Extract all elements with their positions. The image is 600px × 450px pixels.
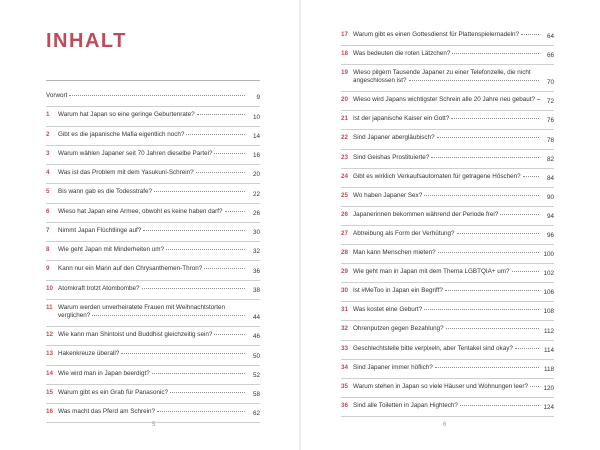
chapter-title-line: Wo haben Japaner Sex? [353,191,423,199]
dot-leader [431,156,539,158]
dot-leader [521,33,539,35]
toc-entry[interactable] [341,150,554,169]
dot-leader [225,210,245,212]
chapter-title-line: Wieso pilgern Tausende Japaner zu einer Telefonzelle, die nicht [353,69,531,77]
toc-entry[interactable] [341,245,554,264]
chapter-title [58,188,245,196]
chapter-page-number: 106 [543,289,554,297]
chapter-title [353,134,539,142]
chapter-title [58,150,245,158]
chapter-title-line: Ohrenputzen gegen Bezahlung? [353,325,444,333]
chapter-title [353,154,539,162]
chapter-number: 26 [341,210,349,218]
dot-leader [196,171,245,173]
dot-leader [152,372,245,374]
chapter-title-line: Ist der japanische Kaiser ein Gott? [353,115,450,123]
chapter-page-number: 9 [256,94,260,102]
chapter-title [58,304,245,320]
toc-entry[interactable] [341,360,554,379]
dot-leader [214,333,245,335]
toc-entry[interactable] [46,127,260,146]
right-page [301,0,600,450]
chapter-page-number: 70 [546,79,554,87]
chapter-page-number: 44 [252,314,260,321]
chapter-title [58,350,245,358]
chapter-title [353,69,539,85]
chapter-page-number: 22 [252,190,260,198]
toc-entry[interactable] [341,46,554,65]
chapter-title-line: Gibt es wirklich Verkaufsautomaten für getragene Höschen? [353,172,521,180]
chapter-number: 19 [341,69,349,77]
toc-entry[interactable] [46,327,260,346]
chapter-number: 29 [341,268,349,276]
toc-entry[interactable] [46,261,260,280]
dot-leader [452,52,539,54]
chapter-title [353,115,539,123]
chapter-title-line: Kann nur ein Mann auf den Chrysanthemen-Thron? [58,265,203,273]
chapter-title-line: Wie kann man Shintoist und Buddhist gleichzeitig sein? [58,331,213,338]
chapter-page-number: 78 [546,136,554,144]
toc-entry[interactable] [46,404,260,423]
chapter-page-number: 36 [252,267,260,275]
chapter-page-number: 38 [252,286,260,294]
dot-leader [166,248,245,250]
chapter-title-line: Man kann Menschen mieten? [353,249,436,257]
chapter-page-number: 64 [546,33,554,41]
chapter-number: 14 [46,369,54,377]
dot-leader [204,267,245,269]
chapter-title-line: Warum gibt es einen Gottesdienst für Plattenspielernadeln? [353,31,520,38]
chapter-page-number: 124 [543,403,554,411]
chapter-title [353,211,539,219]
chapter-page-number: 32 [252,248,260,256]
chapter-page-number: 30 [252,229,260,236]
chapter-page-number: 96 [546,232,554,240]
toc-entry[interactable] [341,130,554,149]
chapter-number: 32 [341,325,349,333]
chapter-number: 8 [46,246,50,253]
chapter-number: 4 [46,169,50,176]
chapter-number: 22 [341,134,349,142]
dot-leader [424,194,539,196]
chapter-title-line: Wie wird man in Japan beerdigt? [58,369,150,377]
chapter-title [58,265,245,273]
chapter-page-number: 16 [252,152,260,159]
toc-entry[interactable] [46,184,260,203]
chapter-title-line: Atomkraft trotzt Atombombe? [58,284,140,292]
dot-leader [143,229,245,231]
toc-entry[interactable] [46,107,260,126]
chapter-title [58,389,245,397]
chapter-title [58,227,245,235]
toc-entry[interactable] [341,341,554,360]
chapter-title [58,111,245,119]
chapter-number: 31 [341,306,349,314]
chapter-title-line: Ist #MeToo in Japan ein Begriff? [353,287,443,295]
chapter-number: 3 [46,149,50,157]
chapter-page-number: 58 [252,391,260,398]
chapter-number: 5 [46,188,50,196]
chapter-page-number: 94 [546,212,554,220]
chapter-number: 7 [46,226,50,234]
toc-entry[interactable] [341,264,554,283]
dot-leader [170,391,245,393]
chapter-title-line: Sind Japaner immer höflich? [353,363,433,371]
chapter-title [353,402,539,410]
toc-list-left [46,88,260,423]
dot-leader [154,190,245,192]
chapter-page-number: 26 [252,209,260,217]
toc-entry[interactable] [46,300,260,327]
dot-leader [457,232,539,234]
chapter-title-line: Gibt es die japanische Mafia eigentlich noch? [58,130,185,138]
chapter-title [58,370,245,378]
chapter-title-line: Was bedeuten die roten Lätzchen? [353,50,451,58]
chapter-title [58,285,245,293]
chapter-number: 28 [341,249,349,257]
chapter-title-line: Abtreibung als Form der Verhütung? [353,229,455,237]
toc-list-right [341,27,554,417]
chapter-title-line: Warum stehen in Japan so viele Häuser und Wohnungen leer? [353,382,529,390]
chapter-title [58,131,245,139]
toc-entry[interactable] [341,207,554,226]
chapter-title-line: Was kostet eine Geburt? [353,306,423,314]
title-rule [46,80,260,81]
dot-leader [512,270,540,272]
toc-entry[interactable] [46,366,260,385]
page-number-left: 5 [152,422,156,428]
chapter-title [353,364,539,372]
chapter-title-line: Japanerinnen bekommen während der Periode frei? [353,210,499,218]
chapter-page-number: 72 [546,98,554,106]
chapter-title [353,173,539,181]
chapter-title [58,169,245,177]
toc-entry[interactable] [46,385,260,404]
chapter-title-line: Geschlechtsteile bitte verpixeln, aber Tentakel sind okay? [353,344,513,352]
chapter-number: 24 [341,172,349,180]
toc-entry[interactable] [341,27,554,46]
chapter-page-number: 46 [252,333,260,341]
dot-leader [435,366,539,368]
toc-entry[interactable] [46,204,260,223]
toc-entry[interactable] [341,65,554,92]
toc-entry[interactable] [341,283,554,302]
chapter-page-number: 50 [252,352,260,360]
chapter-title [353,306,539,314]
chapter-page-number: 14 [252,132,260,140]
chapter-page-number: 120 [543,384,554,392]
chapter-page-number: 118 [543,365,554,373]
page-number-right: 6 [443,422,447,428]
chapter-number: 20 [341,96,349,104]
chapter-title [353,230,539,238]
dot-leader [437,136,539,138]
chapter-number: 21 [341,115,349,123]
chapter-number: 27 [341,229,349,237]
toc-entry[interactable] [341,321,554,340]
toc-entry[interactable] [341,398,554,417]
dot-leader [409,79,539,81]
chapter-page-number: 82 [546,155,554,163]
dot-leader [438,251,539,253]
chapter-page-number: 112 [543,327,554,335]
chapter-title-line: angeschlossen ist? [353,77,407,85]
chapter-number: 12 [46,331,54,338]
chapter-title-line: Was macht das Pferd am Schrein? [58,408,156,415]
chapter-number: 16 [46,408,54,415]
toc-entry[interactable] [46,88,260,107]
toc-entry[interactable] [341,302,554,321]
chapter-title-line: Hakenkreuze überall? [58,350,120,358]
chapter-title [58,408,245,416]
chapter-number: 23 [341,153,349,161]
chapter-number: 1 [46,111,50,119]
toc-entry[interactable] [46,346,260,365]
chapter-page-number: 84 [546,174,554,182]
toc-entry[interactable] [341,111,554,130]
dot-leader [523,175,539,177]
dot-leader [142,287,245,289]
chapter-page-number: 114 [543,346,554,354]
chapter-number: 25 [341,191,349,199]
dot-leader [186,133,245,135]
dot-leader [537,98,539,100]
chapter-title [58,208,245,216]
chapter-title-line: Warum hat Japan so eine geringe Geburtenrate? [58,111,195,119]
chapter-page-number: 76 [546,117,554,125]
dot-leader [69,94,245,96]
chapter-title-line: Wie geht man in Japan mit dem Thema LGBTQIA+ um? [353,268,510,276]
chapter-title [353,31,539,39]
chapter-number: 11 [46,303,53,311]
chapter-title-line: Wieso wird Japans wichtigster Schrein alle 20 Jahre neu gebaut? [353,96,536,104]
chapter-number: 18 [341,50,349,58]
chapter-page-number: 108 [543,308,554,316]
chapter-title [353,287,539,295]
chapter-title [46,92,245,100]
chapter-title [353,96,539,104]
chapter-title [353,345,539,353]
chapter-title-line: Sind Geishas Prostituierte? [353,153,430,161]
chapter-title-line: Wie geht Japan mit Minderheiten um? [58,246,165,253]
dot-leader [157,410,245,412]
chapter-page-number: 52 [252,371,260,379]
chapter-number: 10 [46,284,54,292]
chapter-page-number: 66 [546,52,554,60]
dot-leader [197,113,245,115]
dot-leader [451,117,539,119]
toc-entry[interactable] [46,165,260,184]
chapter-page-number: 100 [543,251,554,259]
page-title: INHALT [46,30,127,52]
chapter-title-line: Nimmt Japan Flüchtlinge auf? [58,226,142,234]
chapter-title [58,331,245,339]
toc-entry[interactable] [341,188,554,207]
toc-entry[interactable] [46,281,260,300]
dot-leader [121,352,245,354]
chapter-title-line: Warum wählen Japaner seit 70 Jahren dieselbe Partei? [58,149,213,157]
chapter-title-line: Vorwort [46,92,68,99]
chapter-title-line: Warum werden unverheiratete Frauen mit Weihnachtstorten [58,303,225,311]
toc-entry[interactable] [46,223,260,242]
dot-leader [446,327,539,329]
dot-leader [530,385,539,387]
chapter-number: 35 [341,382,349,390]
chapter-page-number: 10 [252,113,260,121]
chapter-title [353,325,539,333]
chapter-page-number: 20 [252,171,260,179]
chapter-title [58,246,245,254]
chapter-number: 2 [46,130,50,138]
chapter-number: 6 [46,207,50,215]
dot-leader [445,289,539,291]
chapter-title-line: Wieso hat Japan eine Armee, obwohl es keine haben darf? [58,207,223,215]
chapter-title-line: Sind Japaner abergläubisch? [353,134,435,142]
chapter-title [353,50,539,58]
toc-entry[interactable] [341,92,554,111]
chapter-number: 13 [46,350,54,358]
toc-entry[interactable] [46,146,260,165]
chapter-number: 34 [341,363,349,371]
chapter-page-number: 102 [543,270,554,278]
dot-leader [515,347,539,349]
chapter-number: 9 [46,265,50,273]
chapter-page-number: 90 [546,193,554,201]
toc-entry[interactable] [46,242,260,261]
chapter-number: 15 [46,388,54,396]
toc-entry[interactable] [341,226,554,245]
chapter-number: 36 [341,401,349,409]
chapter-title-line: Sind alle Toiletten in Japan Hightech? [353,401,458,409]
chapter-number: 33 [341,344,349,352]
chapter-number: 30 [341,287,349,295]
chapter-number: 17 [341,31,349,38]
chapter-title-line: verglichen? [58,311,91,319]
chapter-title [353,192,539,200]
toc-entry[interactable] [341,379,554,398]
chapter-title [353,268,539,276]
dot-leader [460,404,539,406]
chapter-title [353,383,539,391]
chapter-title-line: Warum gibt es ein Grab für Panasonic? [58,388,169,396]
chapter-page-number: 62 [252,410,260,418]
toc-entry[interactable] [341,169,554,188]
dot-leader [424,308,539,310]
chapter-title-line: Bis wann gab es die Todesstrafe? [58,188,153,196]
chapter-title-line: Was ist das Problem mit dem Yasukuni-Schrein? [58,169,194,176]
dot-leader [92,314,245,316]
chapter-title [353,249,539,257]
dot-leader [214,152,245,154]
dot-leader [500,213,539,215]
